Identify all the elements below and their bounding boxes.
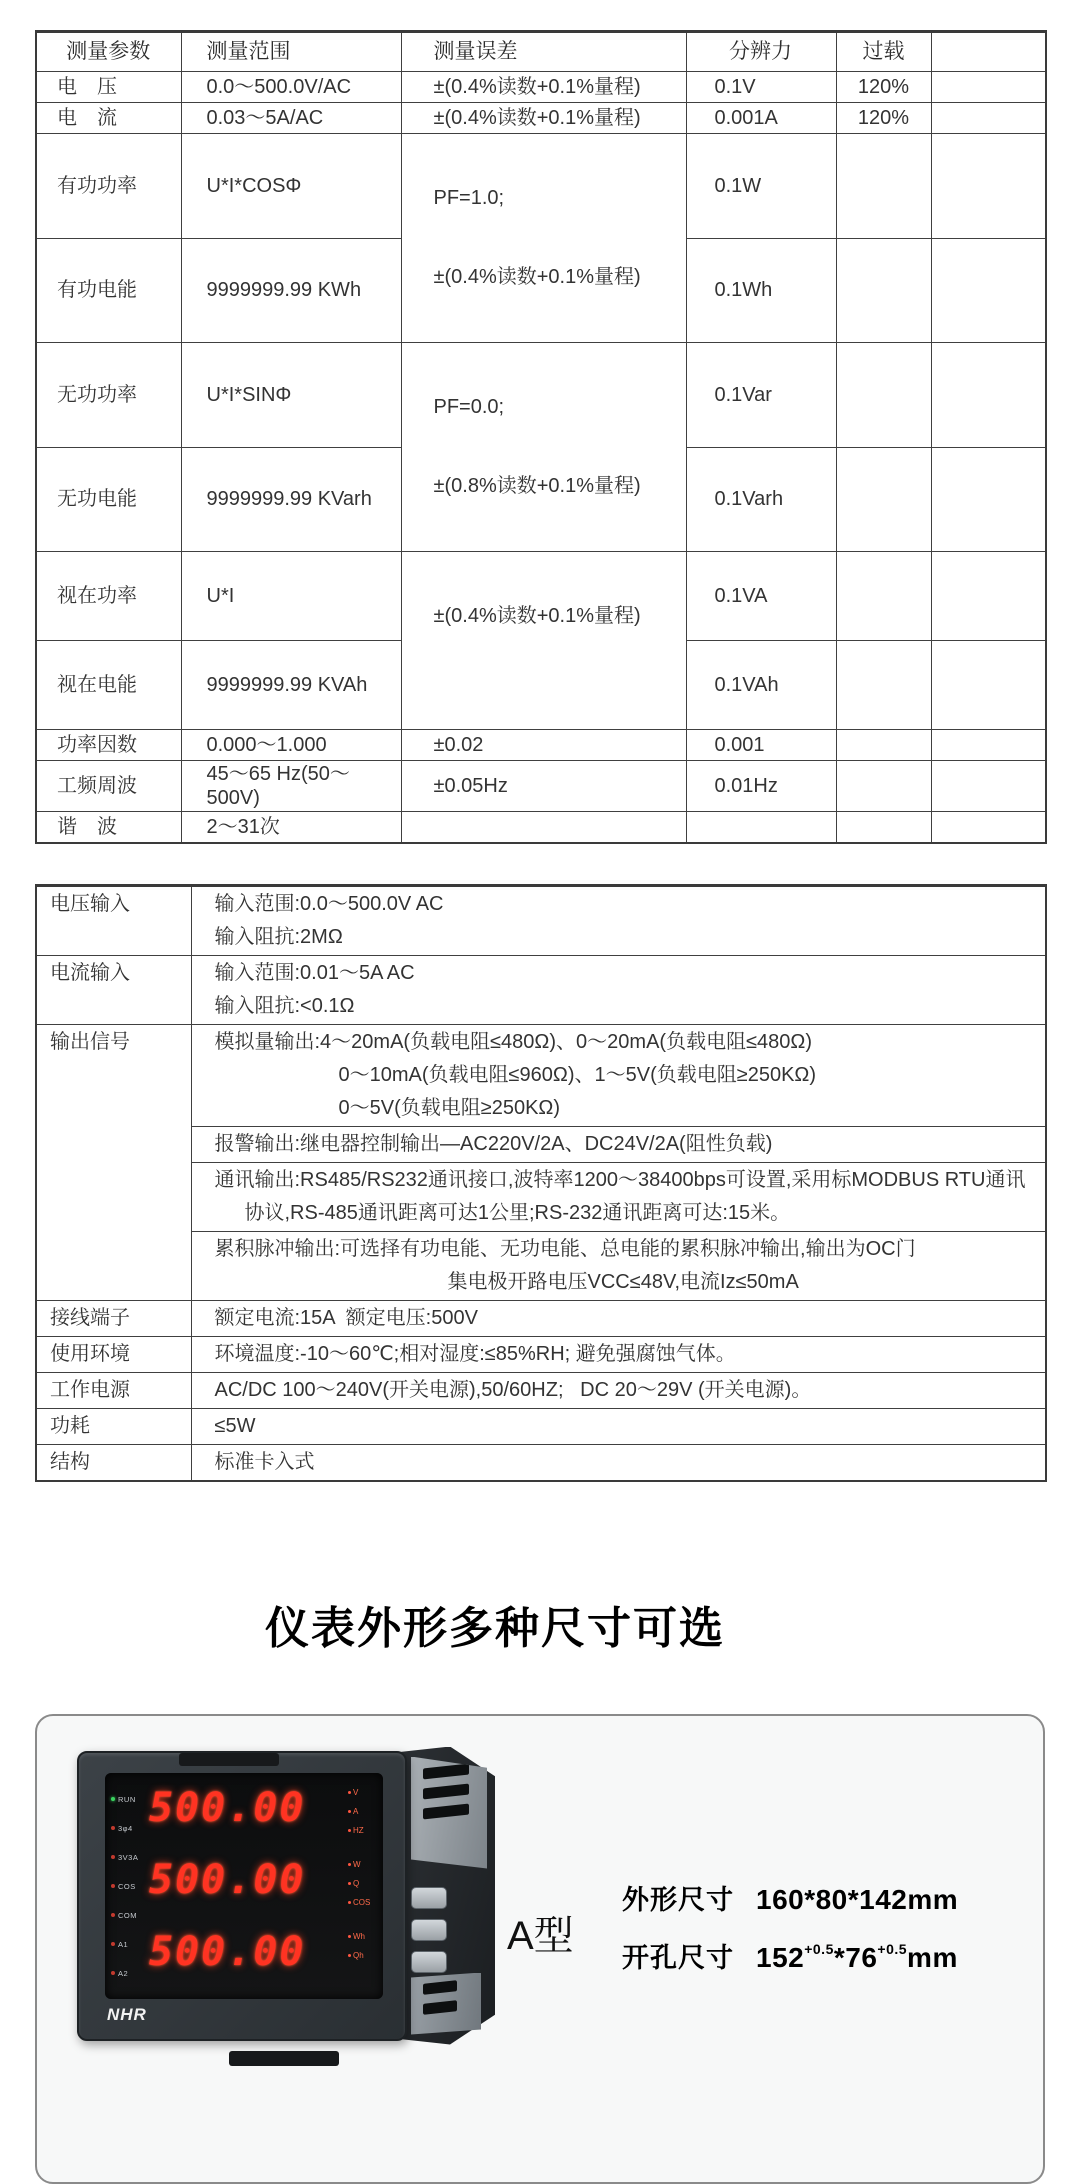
cell-resolution: 0.1W — [686, 134, 836, 239]
spec-line: 协议,RS-485通讯距离可达1公里;RS-232通讯距离可达:15米。 — [244, 1201, 791, 1224]
status-led — [111, 1971, 115, 1975]
table-row — [36, 1300, 1046, 1336]
cell-range: 45～65 Hz(50～500V) — [181, 761, 401, 812]
header-error: 测量误差 — [401, 32, 686, 72]
spec-line: 0～5V(负载电阻≥250KΩ) — [338, 1096, 561, 1119]
cell-error — [401, 812, 686, 843]
status-led-label: A1 — [118, 1939, 129, 1949]
cell-error: ±(0.4%读数+0.1%量程) — [401, 103, 686, 134]
unit-label: Wh — [353, 1931, 365, 1941]
table-row — [36, 103, 1046, 134]
cell-resolution: 0.1VAh — [686, 641, 836, 730]
cell-param: 工频周波 — [36, 761, 181, 812]
dimensions-block — [622, 1878, 958, 1994]
spec-line: 输入阻抗:<0.1Ω — [214, 994, 355, 1017]
table-row — [36, 1024, 1046, 1126]
table-row — [36, 1444, 1046, 1481]
empty-cell — [931, 72, 1046, 103]
spec-line: 标准卡入式 — [214, 1450, 315, 1473]
unit-label: COS — [353, 1897, 371, 1907]
cell-range: 2～31次 — [181, 812, 401, 843]
cell-param: 视在电能 — [36, 641, 181, 730]
empty-cell — [931, 238, 1046, 343]
unit-led — [348, 1935, 351, 1938]
status-led — [111, 1942, 115, 1946]
dimension-value: 160*80*142mm — [756, 1883, 959, 1915]
status-led — [111, 1884, 115, 1888]
row-content — [191, 1231, 1046, 1300]
header-range: 测量范围 — [181, 32, 401, 72]
table-row — [36, 730, 1046, 761]
cell-resolution: 0.001 — [686, 730, 836, 761]
row-label: 电压输入 — [36, 885, 191, 955]
product-card — [35, 1714, 1045, 2184]
empty-cell — [931, 641, 1046, 730]
mounting-bracket — [411, 1757, 487, 1869]
spec-line: 模拟量输出:4～20mA(负载电阻≤480Ω)、0～20mA(负载电阻≤480Ω) — [214, 1030, 813, 1053]
vent-slot — [423, 1783, 469, 1799]
row-content — [191, 885, 1046, 955]
row-content — [191, 955, 1046, 1024]
empty-cell — [931, 552, 1046, 641]
error-line: ±(0.4%读数+0.1%量程) — [433, 605, 641, 627]
spec-line: 输入阻抗:2MΩ — [214, 925, 343, 948]
unit-led — [348, 1954, 351, 1957]
spec-line: ≤5W — [214, 1414, 256, 1437]
row-label: 使用环境 — [36, 1336, 191, 1372]
error-line: ±(0.4%读数+0.1%量程) — [433, 266, 641, 288]
table-header-row — [36, 32, 1046, 72]
row-content — [191, 1444, 1046, 1481]
cell-error: ±0.02 — [401, 730, 686, 761]
cell-resolution: 0.001A — [686, 103, 836, 134]
meter-button — [411, 1887, 447, 1909]
cell-overload — [836, 730, 931, 761]
cell-resolution: 0.1Wh — [686, 238, 836, 343]
cell-range: U*I*COSΦ — [181, 134, 401, 239]
cell-overload — [836, 552, 931, 641]
status-led-column — [111, 1785, 151, 1988]
row-label: 接线端子 — [36, 1300, 191, 1336]
unit-led — [348, 1863, 351, 1866]
spec-line: 输入范围:0.0～500.0V AC — [214, 892, 444, 915]
cell-param: 电 流 — [36, 103, 181, 134]
spec-line: 0～10mA(负载电阻≤960Ω)、1～5V(负载电阻≥250KΩ) — [338, 1063, 817, 1086]
spec-line: 环境温度:-10～60℃;相对湿度:≤85%RH; 避免强腐蚀气体。 — [214, 1342, 736, 1365]
spec-line: 通讯输出:RS485/RS232通讯接口,波特率1200～38400bps可设置,采用标MODBUS RTU通讯 — [214, 1168, 1026, 1191]
error-line: PF=1.0; — [433, 187, 505, 209]
unit-led — [348, 1810, 351, 1813]
row-label: 电流输入 — [36, 955, 191, 1024]
table-row — [36, 72, 1046, 103]
unit-label: W — [353, 1859, 361, 1869]
meter-button — [411, 1919, 447, 1941]
meter-front-panel — [77, 1751, 407, 2041]
cell-param: 功率因数 — [36, 730, 181, 761]
dimension-row — [622, 1878, 958, 1936]
dimension-row — [622, 1936, 958, 1994]
empty-cell — [931, 103, 1046, 134]
cell-resolution: 0.1Var — [686, 343, 836, 448]
measurement-spec-table — [35, 30, 1047, 844]
section-title: 仪表外形多种尺寸可选 — [265, 1603, 725, 1653]
row-label: 工作电源 — [36, 1372, 191, 1408]
status-led — [111, 1855, 115, 1859]
spec-line: AC/DC 100～240V(开关电源),50/60HZ; DC 20～29V (开关电源)。 — [214, 1378, 812, 1401]
io-spec-table — [35, 884, 1047, 1482]
empty-cell — [931, 761, 1046, 812]
cell-param: 有功功率 — [36, 134, 181, 239]
spec-line: 集电极开路电压VCC≤48V,电流Iz≤50mA — [447, 1270, 799, 1293]
unit-led — [348, 1791, 351, 1794]
cell-error: ±(0.4%读数+0.1%量程) — [401, 72, 686, 103]
status-led-label: 3φ4 — [118, 1823, 133, 1833]
cell-param: 视在功率 — [36, 552, 181, 641]
empty-cell — [931, 812, 1046, 843]
empty-cell — [931, 730, 1046, 761]
spec-line: 报警输出:继电器控制输出—AC220V/2A、DC24V/2A(阻性负载) — [214, 1132, 773, 1155]
table-row — [36, 1408, 1046, 1444]
unit-label: HZ — [353, 1825, 364, 1835]
error-line: ±(0.8%读数+0.1%量程) — [433, 475, 641, 497]
row-label: 结构 — [36, 1444, 191, 1481]
dimension-name: 开孔尺寸 — [622, 1942, 734, 1973]
cell-overload — [836, 641, 931, 730]
cell-range: 0.03～5A/AC — [181, 103, 401, 134]
table-row — [36, 134, 1046, 239]
cell-overload — [836, 761, 931, 812]
empty-cell — [931, 343, 1046, 448]
run-led — [111, 1797, 115, 1801]
unit-led-column — [348, 1927, 378, 1965]
status-led-label: COM — [118, 1910, 137, 1920]
cell-error: ±0.05Hz — [401, 761, 686, 812]
empty-cell — [931, 32, 1046, 72]
model-label: A型 — [507, 1913, 574, 1958]
meter-display-row: 500.00 — [149, 1928, 306, 1975]
empty-cell — [931, 447, 1046, 552]
cell-overload — [836, 134, 931, 239]
unit-led — [348, 1882, 351, 1885]
cell-param: 无功电能 — [36, 447, 181, 552]
unit-label: Q — [353, 1878, 360, 1888]
unit-label: A — [353, 1806, 359, 1816]
cell-range: 9999999.99 KVAh — [181, 641, 401, 730]
cell-param: 无功功率 — [36, 343, 181, 448]
cell-overload — [836, 447, 931, 552]
cell-range: U*I — [181, 552, 401, 641]
header-param: 测量参数 — [36, 32, 181, 72]
cell-error-merged — [401, 134, 686, 343]
cell-param: 有功电能 — [36, 238, 181, 343]
row-content — [191, 1162, 1046, 1231]
dimension-value: $152^{+0.5}*76^{+0.5}mm$ — [756, 1941, 958, 1973]
cell-overload — [836, 812, 931, 843]
cell-resolution — [686, 812, 836, 843]
spec-line: 累积脉冲输出:可选择有功电能、无功电能、总电能的累积脉冲输出,输出为OC门 — [214, 1237, 916, 1260]
unit-led-column — [348, 1855, 378, 1912]
unit-led-column — [348, 1783, 378, 1840]
cell-resolution: 0.1VA — [686, 552, 836, 641]
table-row — [36, 812, 1046, 843]
dimension-name: 外形尺寸 — [622, 1884, 734, 1915]
meter-display-row: 500.00 — [149, 1784, 306, 1831]
panel-clip — [229, 2051, 339, 2066]
meter-display-row: 500.00 — [149, 1856, 306, 1903]
meter-button — [411, 1951, 447, 1973]
header-overload: 过载 — [836, 32, 931, 72]
row-content — [191, 1372, 1046, 1408]
cell-overload — [836, 238, 931, 343]
cell-range: 9999999.99 KWh — [181, 238, 401, 343]
row-content — [191, 1300, 1046, 1336]
cell-param: 谐 波 — [36, 812, 181, 843]
status-led-label: COS — [118, 1881, 136, 1891]
meter-display — [105, 1773, 383, 1999]
row-content — [191, 1408, 1046, 1444]
row-content — [191, 1126, 1046, 1162]
cell-range: 0.0～500.0V/AC — [181, 72, 401, 103]
cell-overload: 120% — [836, 72, 931, 103]
brand-logo: NHR — [107, 2004, 147, 2024]
table-row — [36, 761, 1046, 812]
table-row — [36, 343, 1046, 448]
status-led-label: RUN — [118, 1794, 136, 1804]
status-led-label: 3V3A — [118, 1852, 139, 1862]
meter-photo — [59, 1741, 499, 2061]
cell-resolution: 0.01Hz — [686, 761, 836, 812]
empty-cell — [931, 134, 1046, 239]
table-row — [36, 955, 1046, 1024]
spec-line: 额定电流:15A 额定电压:500V — [214, 1306, 478, 1329]
row-label: 输出信号 — [36, 1024, 191, 1300]
status-led — [111, 1913, 115, 1917]
unit-label: V — [353, 1787, 359, 1797]
cell-range: U*I*SINΦ — [181, 343, 401, 448]
cell-overload — [836, 343, 931, 448]
row-label: 功耗 — [36, 1408, 191, 1444]
cell-range: 0.000～1.000 — [181, 730, 401, 761]
unit-led — [348, 1829, 351, 1832]
table-row — [36, 552, 1046, 641]
header-resolution: 分辨力 — [686, 32, 836, 72]
status-led — [111, 1826, 115, 1830]
cell-error-merged — [401, 552, 686, 730]
cell-overload: 120% — [836, 103, 931, 134]
unit-label: Qh — [353, 1950, 364, 1960]
meter-buttons — [411, 1887, 447, 1983]
table-row — [36, 1336, 1046, 1372]
cell-resolution: 0.1Varh — [686, 447, 836, 552]
spec-line: 输入范围:0.01～5A AC — [214, 961, 415, 984]
table-row — [36, 885, 1046, 955]
row-content — [191, 1024, 1046, 1126]
cell-resolution: 0.1V — [686, 72, 836, 103]
vent-slot — [423, 2000, 457, 2015]
status-led-label: A2 — [118, 1968, 129, 1978]
panel-clip — [179, 1753, 279, 1766]
row-content — [191, 1336, 1046, 1372]
cell-param: 电 压 — [36, 72, 181, 103]
unit-led — [348, 1901, 351, 1904]
table-row — [36, 1372, 1046, 1408]
cell-range: 9999999.99 KVarh — [181, 447, 401, 552]
vent-slot — [423, 1803, 469, 1819]
error-line: PF=0.0; — [433, 396, 505, 418]
vent-slot — [423, 1763, 469, 1779]
cell-error-merged — [401, 343, 686, 552]
